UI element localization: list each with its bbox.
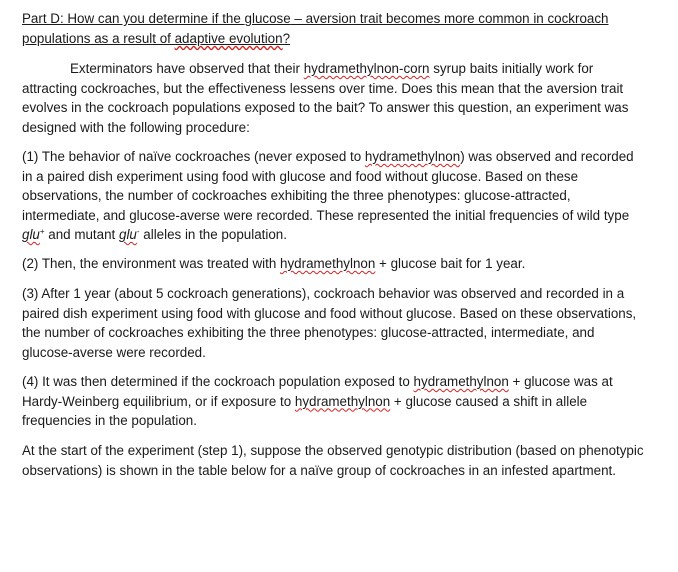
intro-text-a: Exterminators have observed that their	[70, 61, 304, 76]
step2-text-a: (2) Then, the environment was treated with	[22, 256, 281, 271]
step4-term-2: hydramethylnon	[294, 393, 391, 409]
heading-glucose-word: glucose	[244, 11, 291, 26]
step-4-paragraph	[22, 372, 647, 431]
closing-paragraph: At the start of the experiment (step 1), suppose the observed genotypic distribution (based on phenotypic observations) is shown in the table below for a naïve group of cockroaches in an infested apartment.	[22, 443, 644, 478]
step1-text-c: and mutant	[44, 227, 119, 242]
intro-paragraph	[22, 59, 647, 137]
glu-mutant: glu	[119, 227, 137, 242]
glu-plus-sup: +	[39, 227, 45, 236]
step-2-paragraph	[22, 254, 647, 274]
part-d-heading	[22, 9, 642, 49]
glu-wild-type: glu	[22, 227, 40, 242]
step4-text-c: + glucose caused a shift in allele frequencies in the population.	[22, 393, 588, 428]
step-1-paragraph	[22, 147, 647, 245]
step1-text-d: alleles in the population.	[139, 227, 287, 242]
heading-part-label: Part D: How can you determine if the	[22, 11, 245, 26]
step1-term: hydramethylnon	[364, 149, 461, 164]
glu-minus-sup: -	[136, 227, 140, 236]
step2-text-b: + glucose bait for 1 year.	[375, 256, 526, 271]
intro-text-b: syrup baits initially work for attracting cockroaches, but the effectiveness lessens over time. Does this mean that the aversion trait evolves in the cockroach populations exposed to the bait? To answer this question, an experiment was designed with the following procedure:	[22, 61, 629, 135]
step4-text-b: + glucose was at Hardy-Weinberg equilibrium, or if exposure to	[22, 374, 613, 409]
step2-term: hydramethylnon	[280, 256, 376, 271]
step1-text-a: (1) The behavior of naïve cockroaches (never exposed to	[22, 149, 365, 164]
step4-term: hydramethylnon	[413, 374, 509, 389]
step-3-paragraph: (3) After 1 year (about 5 cockroach generations), cockroach behavior was observed and recorded in a paired dish experiment using food with glucose and food without glucose. Based on these observations, the number of cockroaches exhibiting the three phenotypes: glucose-attracted, intermediate, and glucose-averse were recorded.	[22, 286, 637, 360]
intro-bait-term: hydramethylnon-corn	[303, 61, 430, 76]
heading-text: – aversion trait becomes more common in cockroach populations as a result of	[22, 11, 609, 46]
heading-end: ?	[282, 31, 291, 46]
step1-text-b: ) was observed and recorded in a paired dish experiment using food with glucose and food without glucose. Based on these observations, the number of cockroaches exhibiting the three phenotypes: glucose-attracted, intermediate, and glucose-averse were recorded. These represented the initial frequencies of wild type	[22, 149, 634, 223]
step4-text-a: (4) It was then determined if the cockroach population exposed to	[22, 374, 414, 389]
heading-adaptive-evolution: adaptive evolution	[174, 31, 283, 46]
